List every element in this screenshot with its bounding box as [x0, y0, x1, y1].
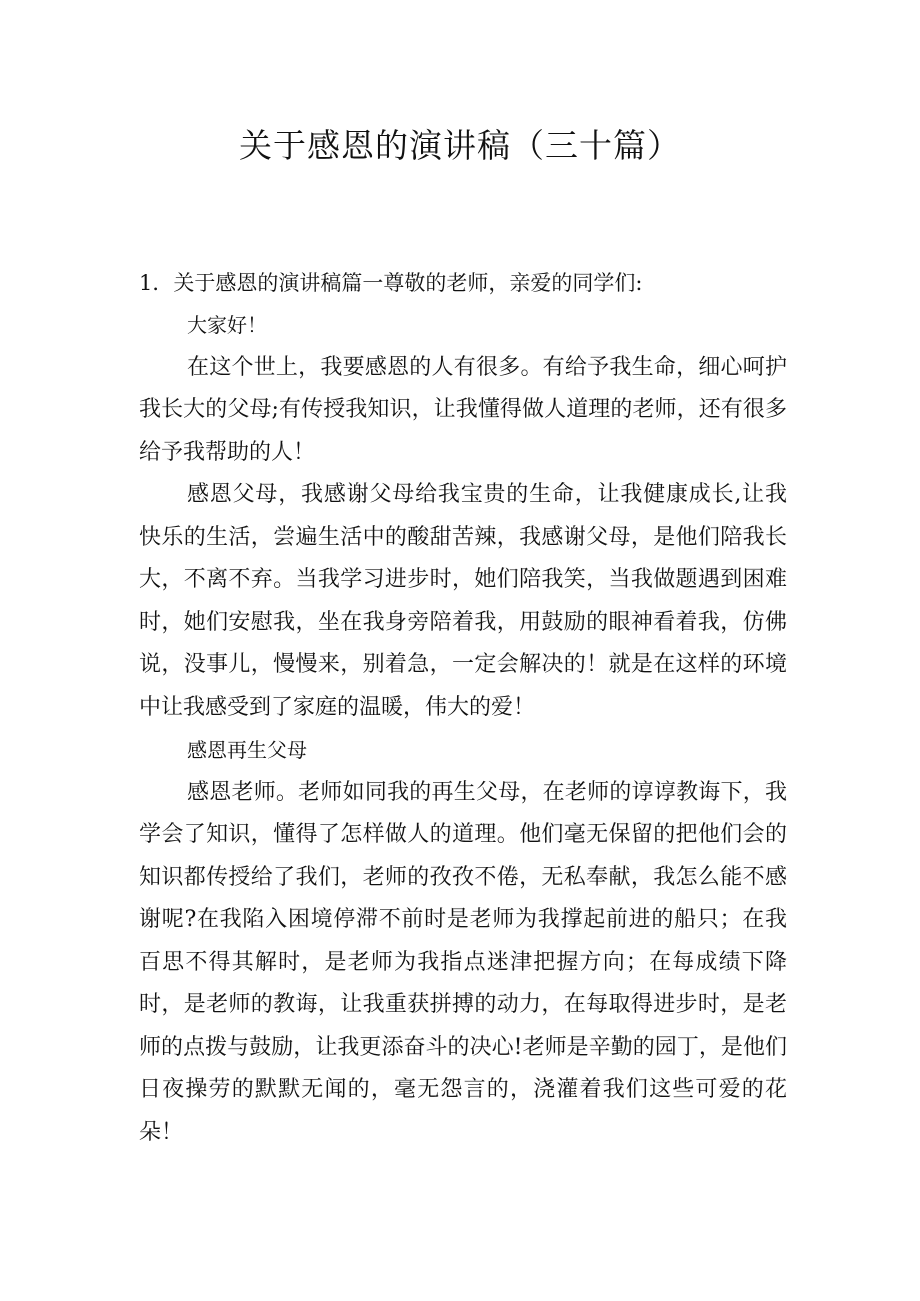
- teachers-paragraph: 感恩老师。老师如同我的再生父母，在老师的谆谆教诲下，我学会了知识，懂得了怎样做人的道理。他们毫无保留的把他们会的知识都传授给了我们，老师的孜孜不倦，无私奉献，我怎么能不感谢呢?在我陷入困境停滞不前时是老师为我撑起前进的船只；在我百思不得其解时，是老师为我指点迷津把握方向；在每成绩下降时，是老师的教诲，让我重获拼搏的动力，在每取得进步时，是老师的点拨与鼓励，让我更添奋斗的决心!老师是辛勤的园丁，是他们日夜操劳的默默无闻的，毫无怨言的，浇灌着我们这些可爱的花朵！: [139, 779, 787, 1145]
- document-body: [139, 266, 787, 1154]
- intro-paragraph: 在这个世上，我要感恩的人有很多。有给予我生命，细心呵护我长大的父母;有传授我知识，让我懂得做人道理的老师，还有很多给予我帮助的人！: [139, 354, 787, 465]
- document-title: 关于感恩的演讲稿（三十篇）: [239, 126, 681, 165]
- greeting-paragraph: 大家好！: [187, 313, 267, 337]
- subheading-paragraph: 感恩再生父母: [187, 738, 307, 762]
- parents-paragraph: 感恩父母，我感谢父母给我宝贵的生命，让我健康成长,让我快乐的生活，尝遍生活中的酸甜苦辣，我感谢父母，是他们陪我长大，不离不弃。当我学习进步时，她们陪我笑，当我做题遇到困难时，她们安慰我，坐在我身旁陪着我，用鼓励的眼神看着我，仿佛说，没事儿，慢慢来，别着急，一定会解决的！就是在这样的环境中让我感受到了家庭的温暖，伟大的爱！: [139, 482, 787, 720]
- section-heading: 1．关于感恩的演讲稿篇一尊敬的老师，亲爱的同学们:: [139, 271, 643, 295]
